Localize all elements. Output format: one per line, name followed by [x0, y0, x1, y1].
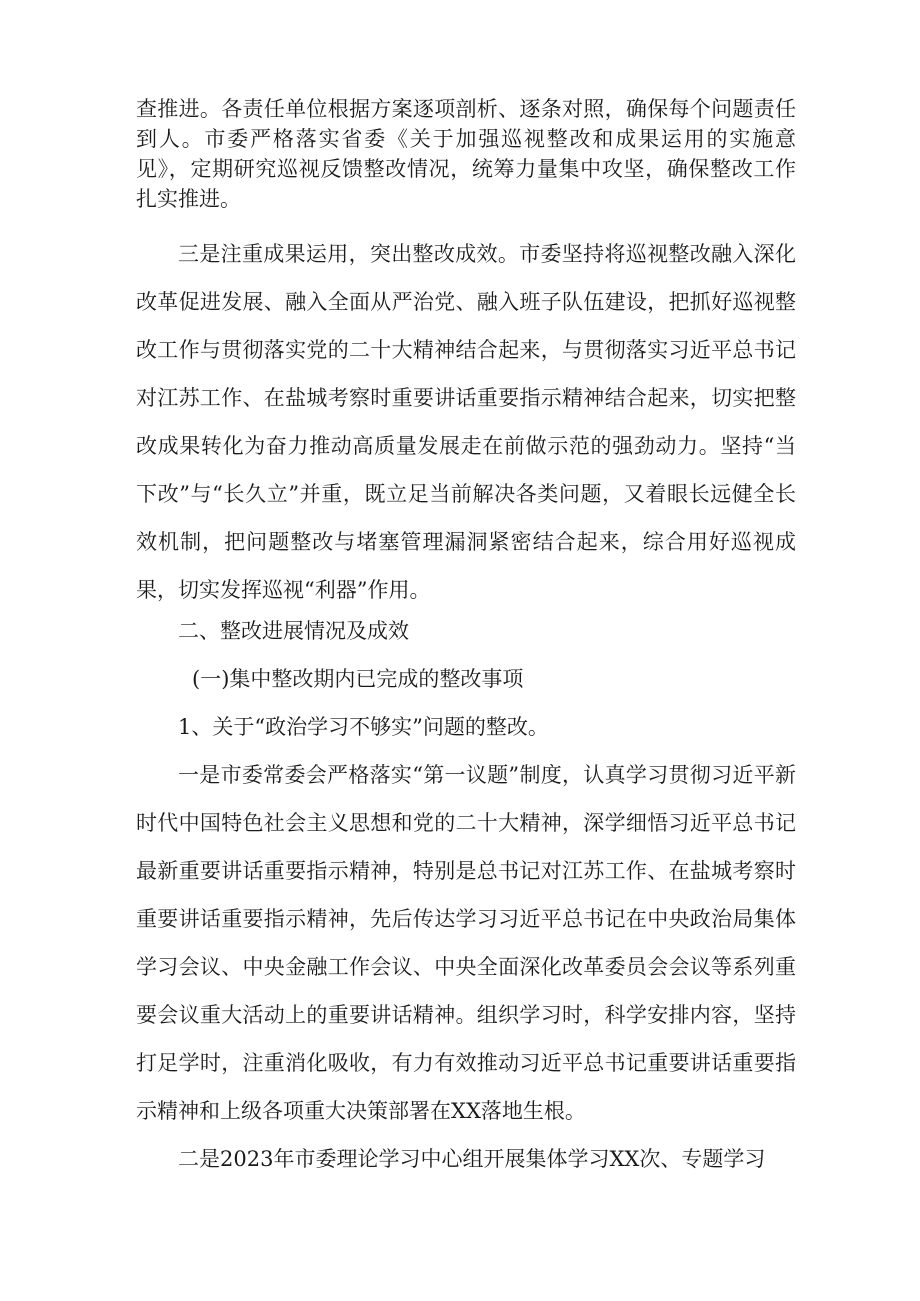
section-heading: 二、整改进展情况及成效	[178, 619, 409, 643]
paragraph-first-agenda: 一是市委常委会严格落实“第一议题”制度，认真学习贯彻习近平新时代中国特色社会主义思想和党的二十大精神，深学细悟习近平总书记最新重要讲话重要指示精神，特别是总书记对江苏工作、在盐城考察时重要讲话重要指示精神，先后传达学习习近平总书记在中央政治局集体学习会议、中央金融工作会议、中央全面深化改革委员会会议等系列重要会议重大活动上的重要讲话精神。组织学习时，科学安排内容，坚持打足学时，注重消化吸收，有力有效推动习近平总书记重要讲话重要指示精神和上级各项重大决策部署在XX落地生根。	[136, 763, 796, 1123]
item-heading: 1、关于“政治学习不够实”问题的整改。	[178, 715, 549, 739]
paragraph-study-sessions: 二是2023年市委理论学习中心组开展集体学习XX次、专题学习	[178, 1147, 766, 1171]
paragraph-results-application: 三是注重成果运用，突出整改成效。市委坚持将巡视整改融入深化改革促进发展、融入全面从严治党、融入班子队伍建设，把抓好巡视整改工作与贯彻落实党的二十大精神结合起来，与贯彻落实习近平总书记对江苏工作、在盐城考察时重要讲话重要指示精神结合起来，切实把整改成果转化为奋力推动高质量发展走在前做示范的强劲动力。坚持“当下改”与“长久立”并重，既立足当前解决各类问题，又着眼长远健全长效机制，把问题整改与堵塞管理漏洞紧密结合起来，综合用好巡视成果，切实发挥巡视“利器”作用。	[136, 242, 796, 602]
subsection-heading: (一)集中整改期内已完成的整改事项	[192, 667, 524, 691]
intro-paragraph: 查推进。各责任单位根据方案逐项剖析、逐条对照，确保每个问题责任到人。市委严格落实省委《关于加强巡视整改和成果运用的实施意见》，定期研究巡视反馈整改情况，统筹力量集中攻坚，确保整改工作扎实推进。	[136, 97, 796, 211]
